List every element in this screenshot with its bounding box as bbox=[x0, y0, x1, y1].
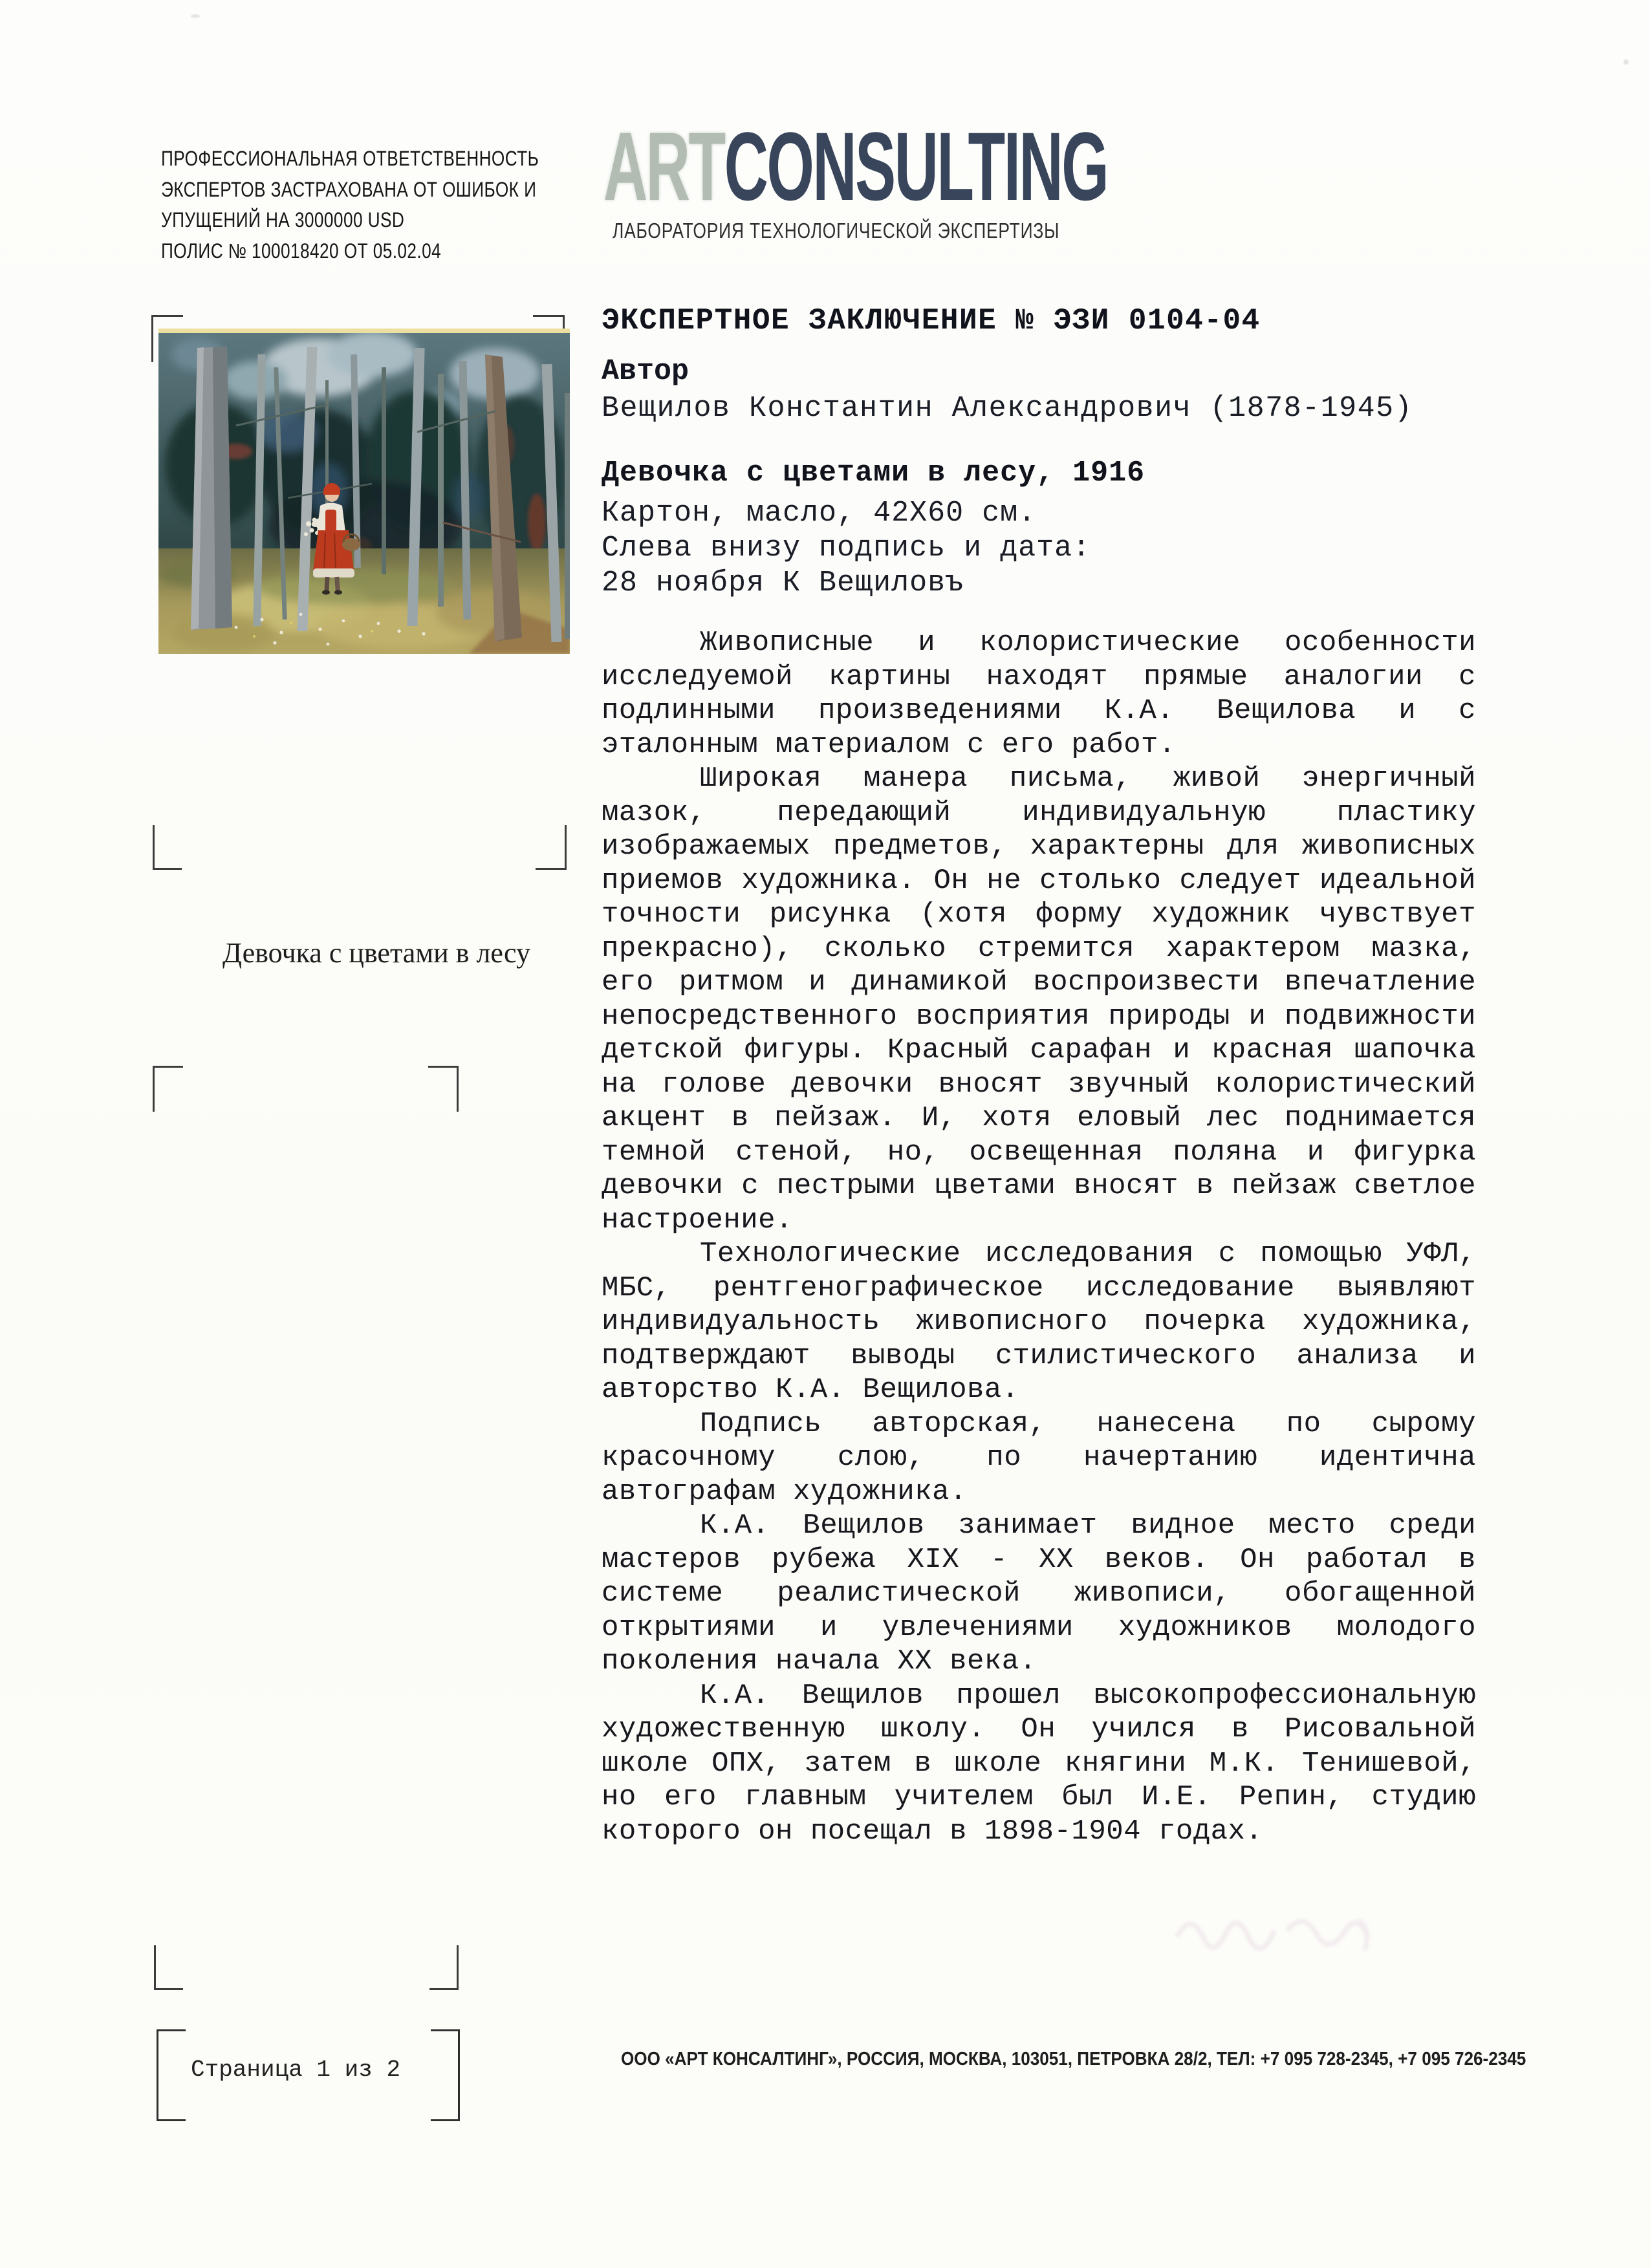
crop-mark-frame2-bottom-right bbox=[429, 1945, 459, 1990]
logo-subtitle: ЛАБОРАТОРИЯ ТЕХНОЛОГИЧЕСКОЙ ЭКСПЕРТИЗЫ bbox=[613, 219, 1060, 243]
artwork-medium: Картон, масло, 42X60 см. bbox=[602, 497, 1037, 530]
insurance-note-line: УПУЩЕНИЙ НА 3000000 USD bbox=[161, 208, 405, 232]
report-title: ЭКСПЕРТНОЕ ЗАКЛЮЧЕНИЕ № ЭЗИ 0104-04 bbox=[602, 304, 1261, 338]
company-logo bbox=[603, 112, 1108, 221]
report-paragraph: Широкая манера письма, живой энергичный мазок, передающий индивидуальную пластику изображаемых предметов, характерны для живописных приемов художника. Он не столько следует идеальной точности рисунка (хотя форму художник чувствует прекрасно), сколько стремится характером мазка, его ритмом и динамикой воспроизвести впечатление непосредственного восприятия природы и подвижности детской фигуры. Красный сарафан и красная шапочка на голове девочки вносят звучный колористический акцент в пейзаж. И, хотя еловый лес поднимается темной стеной, но, освещенная поляна и фигурка девочки с пестрыми цветами вносят в пейзаж светлое настроение. bbox=[602, 762, 1476, 1237]
artwork-title: Девочка с цветами в лесу, 1916 bbox=[602, 457, 1145, 490]
scan-artifact bbox=[1164, 1892, 1397, 1976]
insurance-note bbox=[161, 144, 564, 266]
page-indicator-bracket-left bbox=[157, 2029, 186, 2121]
crop-mark-frame1-bottom-left bbox=[153, 825, 182, 870]
page-indicator: Страница 1 из 2 bbox=[191, 2057, 401, 2083]
painting-thumbnail bbox=[158, 329, 570, 654]
company-address: ООО «АРТ КОНСАЛТИНГ», РОССИЯ, МОСКВА, 103051, ПЕТРОВКА 28/2, ТЕЛ: +7 095 728-2345, +7 095 726-2345 bbox=[621, 2049, 1526, 2069]
logo-consulting: CONSULTING bbox=[724, 112, 1108, 221]
report-paragraph: К.А. Вещилов занимает видное место среди мастеров рубежа XIX - XX веков. Он работал в системе реалистической живописи, обогащенной открытиями и увлечениями художников молодого поколения начала XX века. bbox=[602, 1509, 1476, 1678]
crop-mark-frame2-bottom-left bbox=[154, 1945, 183, 1990]
author-label: Автор bbox=[602, 355, 689, 388]
author-name: Вещилов Константин Александрович (1878-1945) bbox=[602, 392, 1413, 425]
report-paragraph: К.А. Вещилов прошел высокопрофессиональную художественную школу. Он учился в Рисовальной школе ОПХ, затем в школе княгини М.К. Тенишевой, но его главным учителем был И.Е. Репин, студию которого он посещал в 1898-1904 годах. bbox=[602, 1679, 1476, 1848]
crop-mark-frame2-top-right bbox=[428, 1066, 459, 1112]
report-body bbox=[602, 626, 1476, 1848]
report-paragraph: Подпись авторская, нанесена по сырому красочному слою, по начертанию идентична автографам художника. bbox=[602, 1407, 1476, 1508]
signature-text: 28 ноября К Вещиловъ bbox=[602, 567, 964, 599]
page-indicator-bracket-right bbox=[431, 2029, 460, 2121]
logo-art: ART bbox=[603, 112, 724, 221]
scan-speck bbox=[1623, 59, 1629, 65]
crop-mark-frame2-top-left bbox=[153, 1066, 183, 1112]
figure-caption: Девочка с цветами в лесу bbox=[223, 937, 530, 969]
scan-speck bbox=[191, 14, 200, 18]
report-paragraph: Технологические исследования с помощью УФЛ, МБС, рентгенографическое исследование выявляют индивидуальность живописного почерка художника, подтверждают выводы стилистического анализа и авторство К.А. Вещилова. bbox=[602, 1238, 1476, 1406]
insurance-note-line: ПОЛИС № 100018420 ОТ 05.02.04 bbox=[161, 239, 442, 263]
insurance-note-line: ЭКСПЕРТОВ ЗАСТРАХОВАНА ОТ ОШИБОК И bbox=[161, 177, 537, 201]
signature-note: Слева внизу подпись и дата: bbox=[602, 532, 1091, 565]
insurance-note-line: ПРОФЕССИОНАЛЬНАЯ ОТВЕТСТВЕННОСТЬ bbox=[161, 147, 539, 170]
crop-mark-frame1-bottom-right bbox=[536, 825, 567, 870]
report-paragraph: Живописные и колористические особенности исследуемой картины находят прямые аналогии с подлинными произведениями К.А. Вещилова и с эталонным материалом с его работ. bbox=[602, 627, 1476, 761]
